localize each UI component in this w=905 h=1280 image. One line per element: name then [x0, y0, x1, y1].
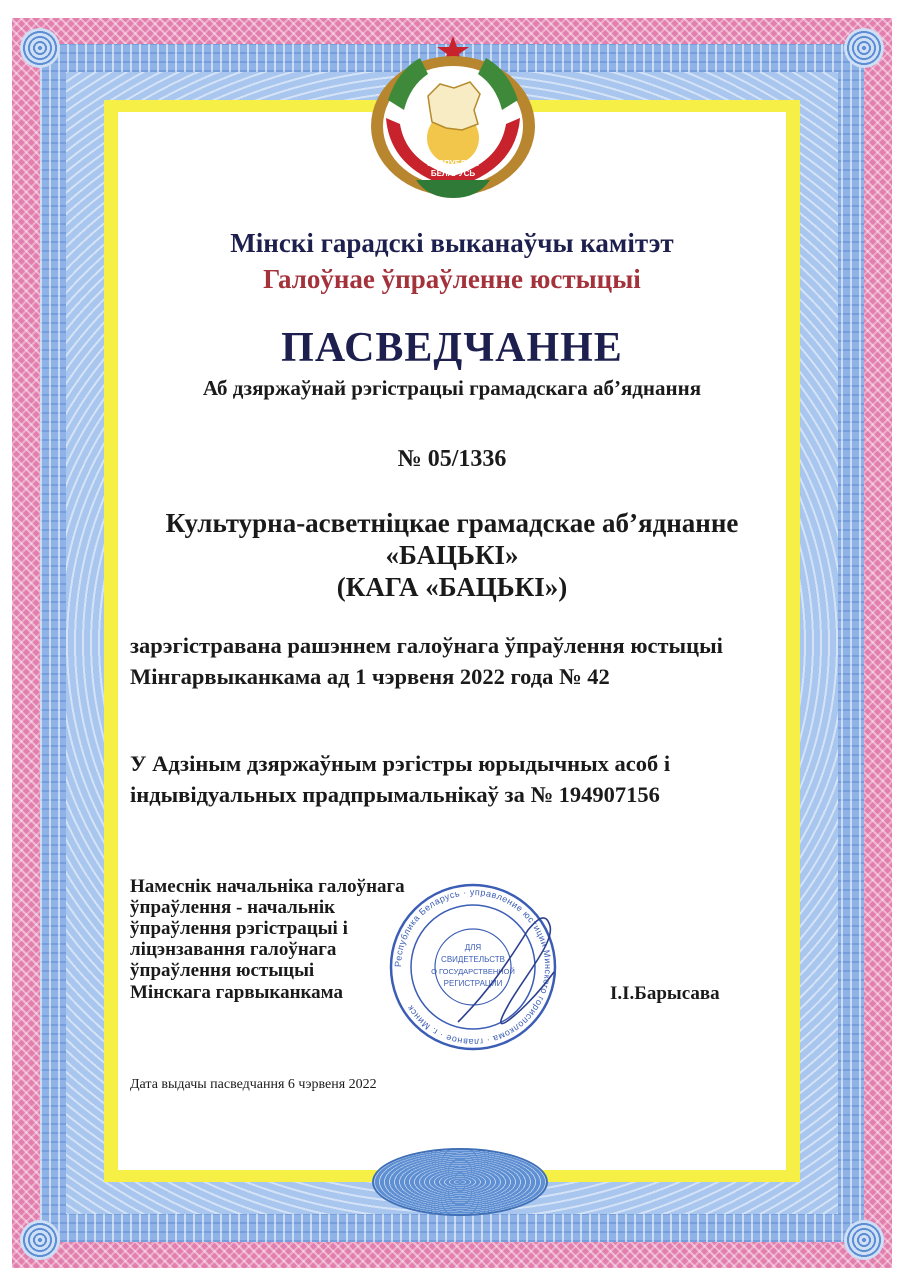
green-ribbon	[416, 180, 490, 198]
organization-name-quoted: «БАЦЬКІ»	[385, 540, 519, 570]
belarus-map-icon	[428, 82, 480, 130]
svg-text:РЕГИСТРАЦИИ: РЕГИСТРАЦИИ	[443, 979, 503, 988]
issue-date: Дата выдачы пасведчання 6 чэрвеня 2022	[130, 1077, 377, 1092]
signatory-title-line: ліцэнзавання галоўнага	[130, 939, 337, 960]
svg-text:БЕЛАРУСЬ: БЕЛАРУСЬ	[430, 169, 476, 178]
issuing-department: Галоўнае ўпраўленне юстыцыі	[263, 264, 641, 294]
corner-rosette-icon	[20, 1220, 60, 1260]
issuing-authority: Мінскі гарадскі выканаўчы камітэт	[230, 228, 674, 258]
organization-short-name: (КАГА «БАЦЬКІ»)	[336, 572, 568, 602]
svg-text:ДЛЯ: ДЛЯ	[464, 943, 482, 952]
document-title: ПАСВЕДЧАННЕ	[281, 325, 623, 371]
document-subtitle: Аб дзяржаўнай рэгістрацыі грамадскага аб’яднання	[202, 376, 702, 400]
registration-text-line: Мінгарвыканкама ад 1 чэрвеня 2022 года № 42	[130, 664, 610, 689]
svg-text:Республика Беларусь · управлен: Республика Беларусь · управление юстиции Минского горисполкома · главное · г. Минск	[392, 886, 554, 1048]
corner-rosette-icon	[844, 28, 884, 68]
svg-text:О ГОСУДАРСТВЕННОЙ: О ГОСУДАРСТВЕННОЙ	[431, 967, 515, 976]
signatory-title-line: ўпраўлення рэгістрацыі і	[130, 918, 348, 939]
register-text-line: індывідуальных прадпрымальнікаў за № 194907156	[130, 782, 660, 807]
signatory-title-line: ўпраўлення - начальнік	[130, 897, 336, 918]
corner-rosette-icon	[844, 1220, 884, 1260]
register-text-line: У Адзіным дзяржаўным рэгістры юрыдычных асоб і	[130, 751, 671, 776]
bottom-rosette-ornament	[372, 1148, 548, 1216]
organization-name: Культурна-асветніцкае грамадскае аб’яднанне	[165, 508, 739, 538]
registration-text-line: зарэгістравана рашэннем галоўнага ўпраўлення юстыцыі	[130, 633, 723, 658]
certificate-number: № 05/1336	[397, 446, 507, 472]
coat-of-arms-emblem	[358, 30, 548, 200]
svg-text:РЭСПУБЛІКА: РЭСПУБЛІКА	[427, 159, 479, 168]
svg-text:СВИДЕТЕЛЬСТВ: СВИДЕТЕЛЬСТВ	[441, 955, 505, 964]
signatory-title-line: Мінскага гарвыканкама	[130, 982, 343, 1003]
official-stamp	[378, 882, 568, 1052]
signatory-title-line: ўпраўлення юстыцыі	[130, 960, 315, 981]
corner-rosette-icon	[20, 28, 60, 68]
signatory-title-line: Намеснік начальніка галоўнага	[130, 876, 405, 897]
signatory-name: І.І.Барысава	[610, 983, 720, 1004]
